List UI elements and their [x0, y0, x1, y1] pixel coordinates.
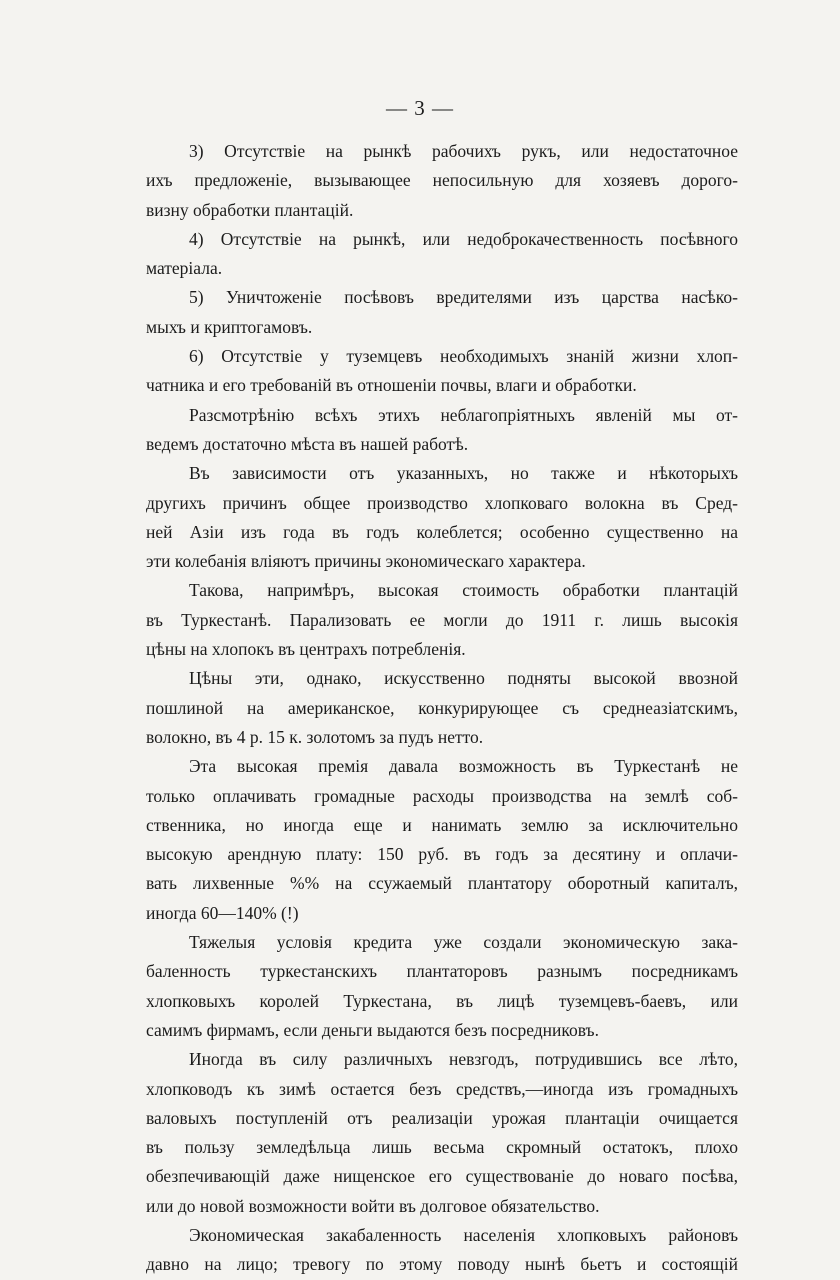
text-line: 4) Отсутствіе на рынкѣ, или недоброкачественность посѣвного: [189, 228, 738, 249]
text-line: Такова, напримѣръ, высокая стоимость обработки плантацій: [189, 580, 738, 601]
text-line: ихъ предложеніе, вызывающее непосильную для хозяевъ дорого-: [146, 170, 738, 191]
text-line: 5) Уничтоженіе посѣвовъ вредителями изъ царства насѣко-: [189, 287, 738, 308]
text-line: давно на лицо; тревогу по этому поводу нынѣ бьетъ и состоящій: [146, 1254, 738, 1275]
text-line: самимъ фирмамъ, если деньги выдаются безъ посредниковъ.: [146, 1019, 599, 1040]
text-line: только оплачивать громадные расходы производства на землѣ соб-: [146, 785, 738, 806]
text-line: обезпечивающій даже нищенское его существованіе до новаго посѣва,: [146, 1166, 738, 1187]
text-line: Разсмотрѣнію всѣхъ этихъ неблагопріятныхъ явленій мы от-: [189, 404, 738, 425]
text-line: Экономическая закабаленность населенія хлопковыхъ районовъ: [189, 1224, 738, 1245]
text-line: визну обработки плантацій.: [146, 199, 354, 220]
text-line: Эта высокая премія давала возможность въ Туркестанѣ не: [189, 756, 738, 777]
text-line: волокно, въ 4 р. 15 к. золотомъ за пудъ нетто.: [146, 726, 484, 747]
text-line: валовыхъ поступленій отъ реализаціи урожая плантаціи очищается: [146, 1107, 738, 1128]
text-line: 3) Отсутствіе на рынкѣ рабочихъ рукъ, или недостаточное: [189, 141, 738, 161]
text-line: высокую арендную плату: 150 руб. въ годъ за десятину и оплачи-: [146, 844, 738, 865]
text-line: хлопководъ къ зимѣ остается безъ средствъ,—иногда изъ громадныхъ: [146, 1078, 738, 1099]
text-line: другихъ причинъ общее производство хлопковаго волокна въ Сред-: [146, 492, 738, 513]
text-line: Цѣны эти, однако, искусственно подняты высокой ввозной: [189, 668, 738, 689]
text-line: Иногда въ силу различныхъ невзгодъ, потрудившись все лѣто,: [189, 1049, 738, 1070]
text-line: матеріала.: [146, 258, 223, 279]
text-line: хлопковыхъ королей Туркестана, въ лицѣ туземцевъ-баевъ, или: [146, 990, 738, 1011]
text-line: эти колебанія вліяютъ причины экономическаго характера.: [146, 551, 586, 572]
text-line: пошлиной на американское, конкурирующее съ среднеазіатскимъ,: [146, 697, 738, 718]
text-line: въ пользу земледѣльца лишь весьма скромный остатокъ, плохо: [146, 1137, 738, 1158]
text-line: Тяжелыя условія кредита уже создали экономическую зака-: [189, 932, 738, 953]
text-line: Въ зависимости отъ указанныхъ, но также и нѣкоторыхъ: [189, 463, 738, 484]
text-line: ственника, но иногда еще и нанимать землю за исключительно: [146, 814, 738, 835]
text-line: 6) Отсутствіе у туземцевъ необходимыхъ знаній жизни хлоп-: [189, 346, 738, 367]
text-line: чатника и его требованій въ отношеніи почвы, влаги и обработки.: [146, 375, 637, 396]
text-line: цѣны на хлопокъ въ центрахъ потребленія.: [146, 639, 466, 660]
text-line: въ Туркестанѣ. Парализовать ее могли до 1911 г. лишь высокія: [146, 609, 738, 630]
text-line: мыхъ и криптогамовъ.: [146, 316, 313, 337]
text-line: ней Азіи изъ года въ годъ колеблется; особенно существенно на: [146, 521, 738, 542]
text-line: ведемъ достаточно мѣста въ нашей работѣ.: [146, 433, 469, 454]
page-number: — 3 —: [386, 96, 454, 120]
text-line: или до новой возможности войти въ долговое обязательство.: [146, 1195, 600, 1216]
text-line: иногда 60—140% (!): [146, 902, 299, 923]
body-text: [146, 137, 738, 1280]
text-line: вать лихвенные %% на ссужаемый плантатору оборотный капиталъ,: [146, 873, 738, 894]
text-line: баленность туркестанскихъ плантаторовъ разнымъ посредникамъ: [146, 961, 738, 982]
